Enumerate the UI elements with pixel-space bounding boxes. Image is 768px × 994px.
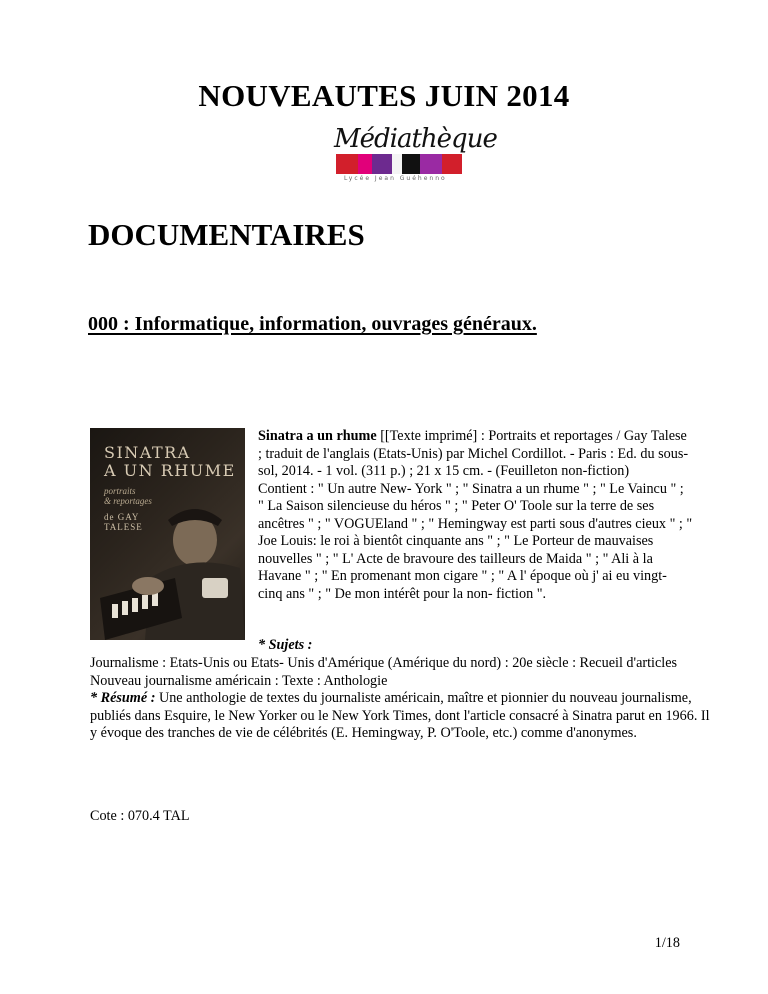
page-number: 1/18 <box>654 935 680 951</box>
book-contents: Contient : " Un autre New- York " ; " Sinatra a un rhume " ; " Le Vaincu " ; " La Saison silencieuse du héros " ; " Peter O' Toole sur la terre de ses ancêtres " ; " VOGUEland " ; " Hemingway est parti sous d'autres cieux " ; " Joe Louis: le roi à bientôt cinquante ans " ; " Le Porteur de mauvaises nouvelles " ; " L' Acte de bravoure des tailleurs de Maida " ; " Ali à la Havane " ; " En promenant mon cigare " ; " A l' époque où j' ai eu vingt- cinq ans " ; " De mon intérêt pour la non- fiction ". <box>258 480 693 602</box>
book-description: [[Texte imprimé] : Portraits et reportages / Gay Talese ; traduit de l'anglais (Etats-Unis) par Michel Cordillot. - Paris : Ed. du sous-sol, 2014. - 1 vol. (311 p.) ; 21 x 15 cm. - (Feuilleton non-fiction) <box>258 428 689 479</box>
cover-title-line-2: A UN RHUME <box>104 461 236 480</box>
subjects-block <box>90 655 710 743</box>
section-title: DOCUMENTAIRES <box>88 217 365 252</box>
cover-author <box>104 512 143 532</box>
logo-subtitle: Lycée Jean Guéhenno <box>344 175 447 182</box>
subject-item: Journalisme : Etats-Unis ou Etats- Unis d'Amérique (Amérique du nord) : 20e siècle : Recueil d'articles <box>90 655 678 671</box>
summary <box>90 690 710 743</box>
summary-text: Une anthologie de textes du journaliste américain, maître et pionnier du nouveau journalisme, publiés dans Esquire, le New Yorker ou le New York Times, dont l'article consacré à Sinatra parut en 1966. Il y évoque des tranches de vie de célébrités (E. Hemingway, P. O'Toole, etc.) comme d'anonymes. <box>90 690 710 741</box>
cover-author-line-1: de GAY <box>104 512 140 522</box>
cover-author-line-2: TALESE <box>104 522 143 532</box>
page-title: NOUVEAUTES JUIN 2014 <box>198 78 570 113</box>
call-number: Cote : 070.4 TAL <box>90 808 190 824</box>
cover-title-line-1: SINATRA <box>104 443 191 462</box>
cover-title <box>104 444 236 480</box>
book-cover <box>90 428 245 640</box>
book-title: Sinatra a un rhume <box>258 428 377 444</box>
cover-subtitle <box>104 486 152 506</box>
logo-color-band <box>336 154 462 174</box>
bibliographic-notice <box>258 428 693 603</box>
subjects-label: * Sujets : <box>258 637 313 653</box>
subsection-title: 000 : Informatique, information, ouvrages généraux. <box>88 313 537 335</box>
subject-item: Nouveau journalisme américain : Texte : Anthologie <box>90 672 388 689</box>
logo-wordmark: Médiathèque <box>334 124 497 154</box>
mediatheque-logo <box>330 124 497 184</box>
summary-label: * Résumé : <box>90 690 156 706</box>
cover-subtitle-line-1: portraits <box>104 486 136 496</box>
cover-subtitle-line-2: & reportages <box>104 496 152 506</box>
